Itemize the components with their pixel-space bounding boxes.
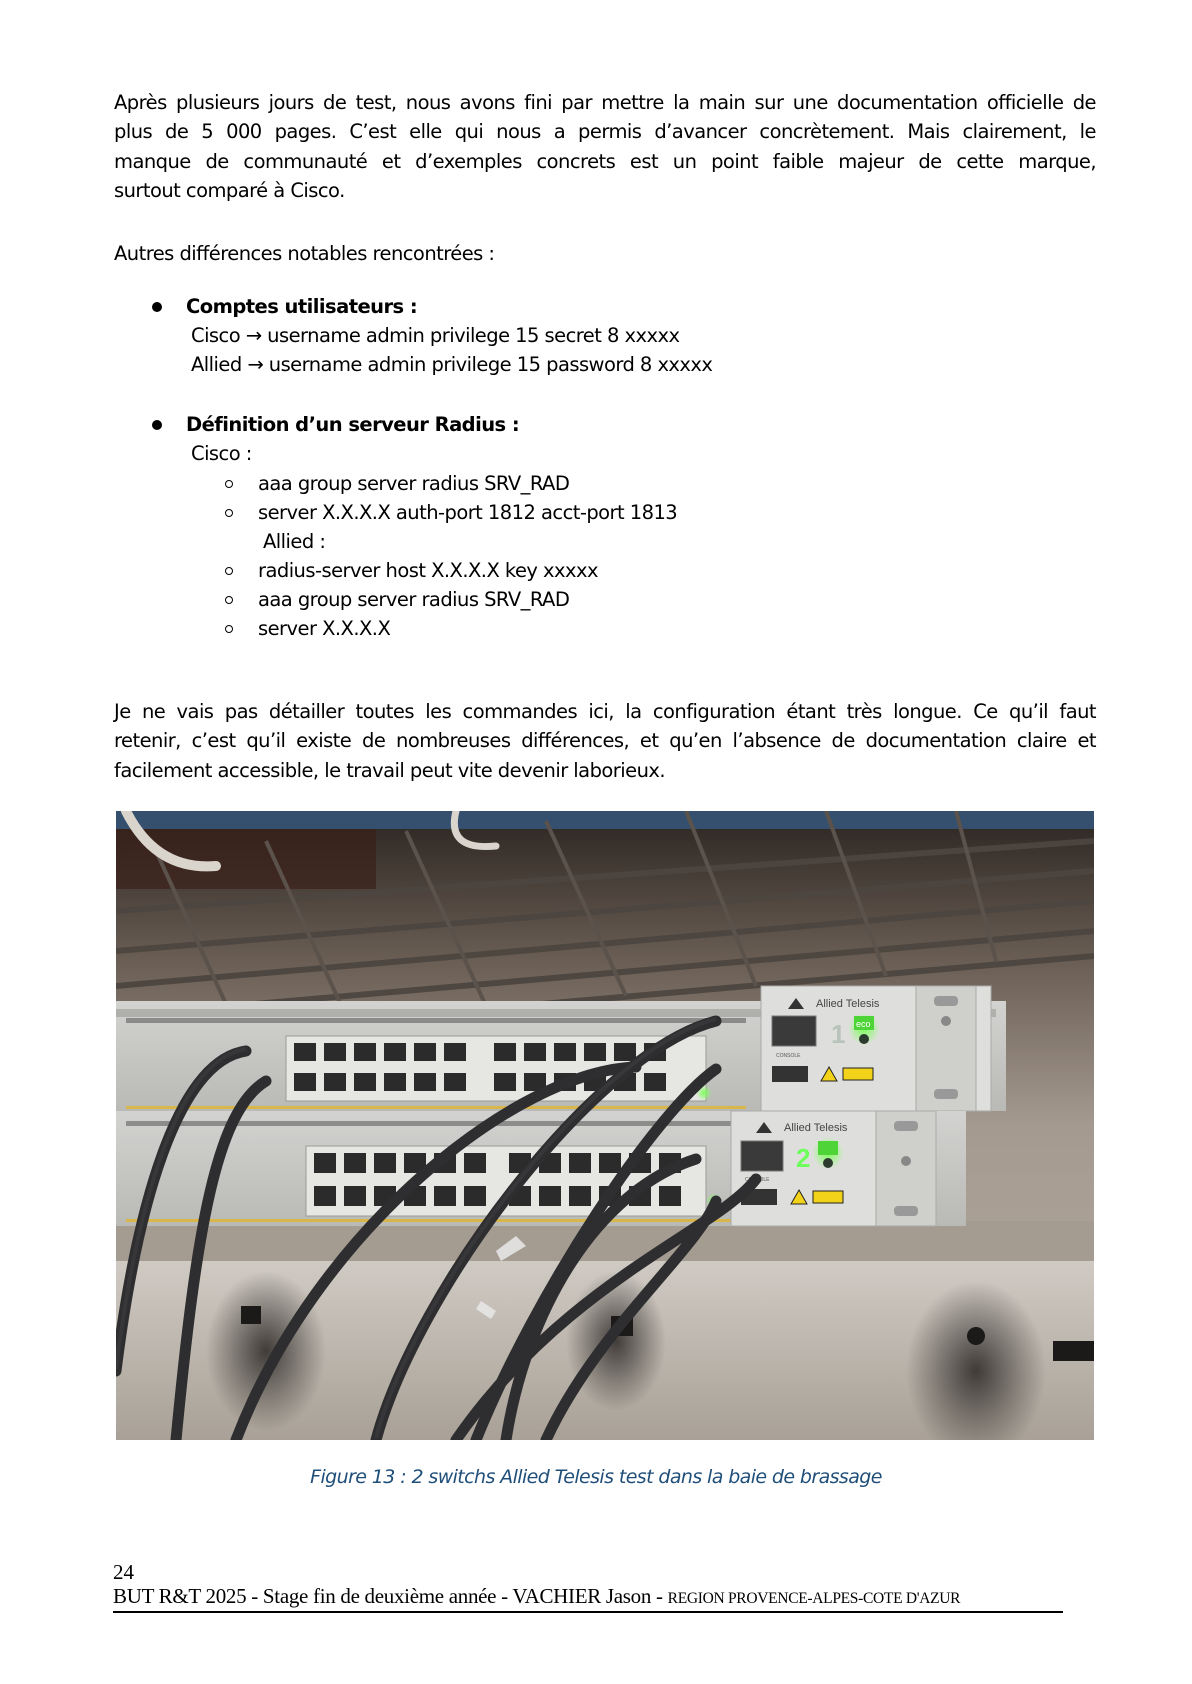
svg-text:1: 1 (831, 1019, 846, 1049)
bullet-icon (152, 420, 162, 430)
circle-bullet-icon (225, 480, 233, 488)
paragraph-line: Je ne vais pas détailler toutes les commandes ici, la configuration étant très longue. Ce qu’il faut (114, 700, 1096, 723)
list-item-line-allied: Allied → username admin privilege 15 password 8 xxxxx (191, 353, 713, 376)
paragraph-line: surtout comparé à Cisco. (114, 178, 345, 202)
svg-text:eco: eco (856, 1019, 871, 1029)
command-line: server X.X.X.X (258, 617, 391, 640)
footer-text (113, 1584, 1063, 1613)
paragraph-documentation (114, 88, 1096, 205)
list-item-title-user-accounts: Comptes utilisateurs : (186, 295, 418, 318)
paragraph-line: manque de communauté et d’exemples concrets est un point faible majeur de cette marque, (114, 149, 1096, 173)
command-line: aaa group server radius SRV_RAD (258, 472, 570, 495)
paragraph-line: Après plusieurs jours de test, nous avons fini par mettre la main sur une documentation officielle de (114, 91, 1096, 114)
paragraph-conclusion (114, 697, 1096, 785)
circle-bullet-icon (225, 567, 233, 575)
switch-2 (116, 1111, 966, 1226)
paragraph-differences-intro: Autres différences notables rencontrées : (114, 242, 495, 265)
command-line: aaa group server radius SRV_RAD (258, 588, 570, 611)
paragraph-line: plus de 5 000 pages. C’est elle qui nous a permis d’avancer concrètement. Mais clairement, le (114, 120, 1096, 144)
svg-text:CONSOLE: CONSOLE (745, 1177, 770, 1183)
figure-caption: Figure 13 : 2 switchs Allied Telesis test dans la baie de brassage (310, 1466, 882, 1488)
sublabel-cisco: Cisco : (191, 442, 252, 465)
command-line: radius-server host X.X.X.X key xxxxx (258, 559, 598, 582)
sublabel-allied: Allied : (263, 530, 326, 553)
circle-bullet-icon (225, 509, 233, 517)
svg-text:Allied Telesis: Allied Telesis (816, 998, 880, 1010)
svg-text:Allied Telesis: Allied Telesis (784, 1122, 848, 1134)
figure-photo-switches (116, 811, 1094, 1440)
list-item-line-cisco: Cisco → username admin privilege 15 secret 8 xxxxx (191, 324, 680, 347)
paragraph-line: retenir, c’est qu’il existe de nombreuses différences, et qu’en l’absence de documentation claire et (114, 729, 1096, 753)
circle-bullet-icon (225, 596, 233, 604)
bullet-icon (152, 302, 162, 312)
footer-region: REGION PROVENCE-ALPES-COTE D'AZUR (667, 1590, 961, 1607)
svg-text:2: 2 (796, 1143, 811, 1173)
command-line: server X.X.X.X auth-port 1812 acct-port 1813 (258, 501, 678, 524)
svg-text:CONSOLE: CONSOLE (776, 1053, 801, 1059)
footer-main: BUT R&T 2025 - Stage fin de deuxième année - VACHIER Jason - (113, 1584, 668, 1608)
circle-bullet-icon (225, 625, 233, 633)
list-item-title-radius: Définition d’un serveur Radius : (186, 413, 520, 436)
paragraph-line: facilement accessible, le travail peut vite devenir laborieux. (114, 758, 666, 782)
page-number: 24 (113, 1560, 134, 1584)
rack-illustration (116, 811, 1094, 1440)
